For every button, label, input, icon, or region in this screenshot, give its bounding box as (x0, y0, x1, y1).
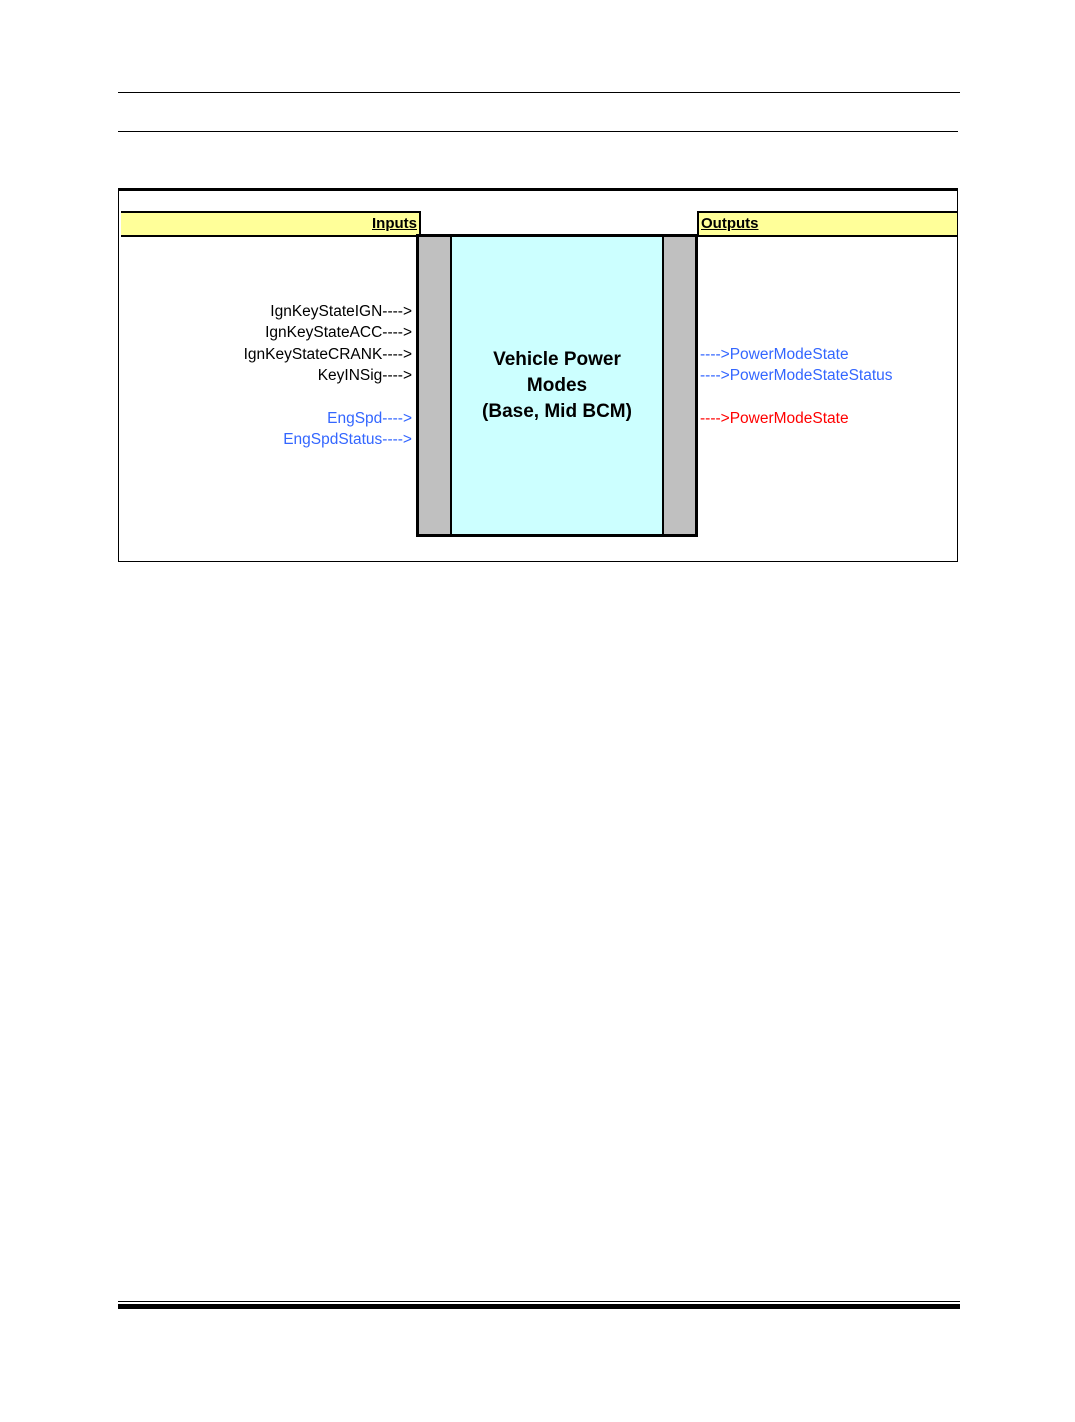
outputs-header (697, 211, 957, 237)
input-signal-engspd: EngSpd----> (327, 410, 412, 427)
output-signal-powermode: ---->PowerModeState (700, 346, 849, 363)
input-signal-crank: IgnKeyStateCRANK----> (243, 346, 412, 363)
frame-top-border (119, 189, 957, 191)
input-signal-ign: IgnKeyStateIGN----> (270, 303, 412, 320)
inputs-header (121, 211, 421, 237)
block-title-line-2: Modes (526, 375, 588, 396)
output-signal-powermode-status: ---->PowerModeStateStatus (700, 367, 893, 384)
header-rule-bottom (118, 131, 958, 132)
vehicle-power-modes-block (416, 234, 698, 537)
output-signal-powermode-red: ---->PowerModeState (700, 410, 849, 427)
footer-rule-thick (118, 1304, 960, 1309)
header-rule-top (118, 92, 960, 93)
block-left-pillar (419, 237, 452, 534)
power-modes-diagram (118, 188, 958, 562)
block-core (452, 237, 662, 534)
input-signal-keyin: KeyINSig----> (317, 367, 412, 384)
input-signal-engspd-status: EngSpdStatus----> (283, 431, 412, 448)
block-title-line-3: (Base, Mid BCM) (482, 401, 632, 422)
outputs-header-label: Outputs (701, 215, 759, 232)
inputs-header-label: Inputs (372, 215, 417, 232)
block-title (482, 347, 632, 425)
block-right-pillar (662, 237, 695, 534)
footer-rule-thin (118, 1301, 960, 1302)
input-signal-acc: IgnKeyStateACC----> (265, 324, 412, 341)
block-title-line-1: Vehicle Power (493, 349, 621, 370)
